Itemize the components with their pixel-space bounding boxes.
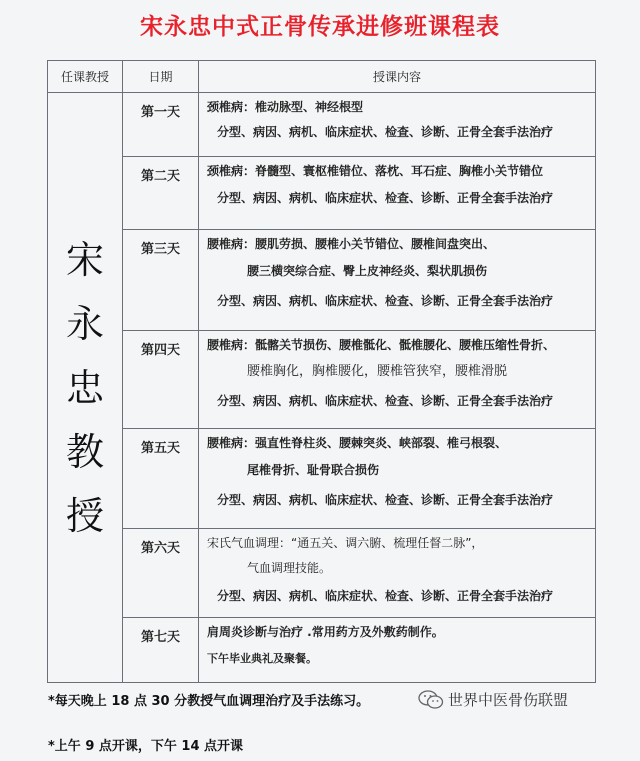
evening-note: *每天晚上 18 点 30 分教授气血调理治疗及手法练习。	[48, 694, 370, 709]
table-row	[48, 157, 596, 230]
table-header-row	[48, 61, 596, 93]
table-row	[48, 618, 596, 683]
day-label: 第三天	[123, 230, 199, 331]
day-content: 腰椎病：腰肌劳损、腰椎小关节错位、腰椎间盘突出、 腰三横突综合症、臀上皮神经炎、梨状肌损伤 分型、病因、病机、临床症状、检查、诊断、正骨全套手法治疗	[199, 230, 596, 331]
day-label: 第一天	[123, 93, 199, 157]
day-content: 腰椎病：骶髂关节损伤、腰椎骶化、骶椎腰化、腰椎压缩性骨折、 腰椎胸化，胸椎腰化，腰椎管狭窄，腰椎滑脱 分型、病因、病机、临床症状、检查、诊断、正骨全套手法治疗	[199, 331, 596, 429]
wechat-icon	[418, 690, 444, 710]
day-content: 颈椎病：椎动脉型、神经根型 分型、病因、病机、临床症状、检查、诊断、正骨全套手法治疗	[199, 93, 596, 157]
day-label: 第二天	[123, 157, 199, 230]
day-content: 颈椎病：脊髓型、寰枢椎错位、落枕、耳石症、胸椎小关节错位 分型、病因、病机、临床症状、检查、诊断、正骨全套手法治疗	[199, 157, 596, 230]
header-date: 日期	[123, 61, 199, 93]
course-schedule-table	[47, 60, 596, 683]
brand-name: 世界中医骨伤联盟	[448, 691, 569, 709]
brand-watermark	[418, 689, 568, 710]
class-times-note: *上午 9 点开课，下午 14 点开课	[48, 739, 244, 754]
table-row	[48, 529, 596, 618]
table-row	[48, 429, 596, 529]
day-content: 宋氏气血调理：“通五关、调六腑、梳理任督二脉”， 气血调理技能。 分型、病因、病机、临床症状、检查、诊断、正骨全套手法治疗	[199, 529, 596, 618]
page-title: 宋永忠中式正骨传承进修班课程表	[140, 14, 500, 40]
table-row	[48, 93, 596, 157]
day-label: 第七天	[123, 618, 199, 683]
teacher-name: 宋 永 忠 教 授	[48, 93, 123, 683]
day-label: 第五天	[123, 429, 199, 529]
day-label: 第四天	[123, 331, 199, 429]
header-teacher: 任课教授	[48, 61, 123, 93]
day-label: 第六天	[123, 529, 199, 618]
table-row	[48, 331, 596, 429]
day-content: 肩周炎诊断与治疗 .常用药方及外敷药制作。 下午毕业典礼及聚餐。	[199, 618, 596, 683]
table-row	[48, 230, 596, 331]
header-content: 授课内容	[199, 61, 596, 93]
day-content: 腰椎病：强直性脊柱炎、腰棘突炎、峡部裂、椎弓根裂、 尾椎骨折、耻骨联合损伤 分型、病因、病机、临床症状、检查、诊断、正骨全套手法治疗	[199, 429, 596, 529]
